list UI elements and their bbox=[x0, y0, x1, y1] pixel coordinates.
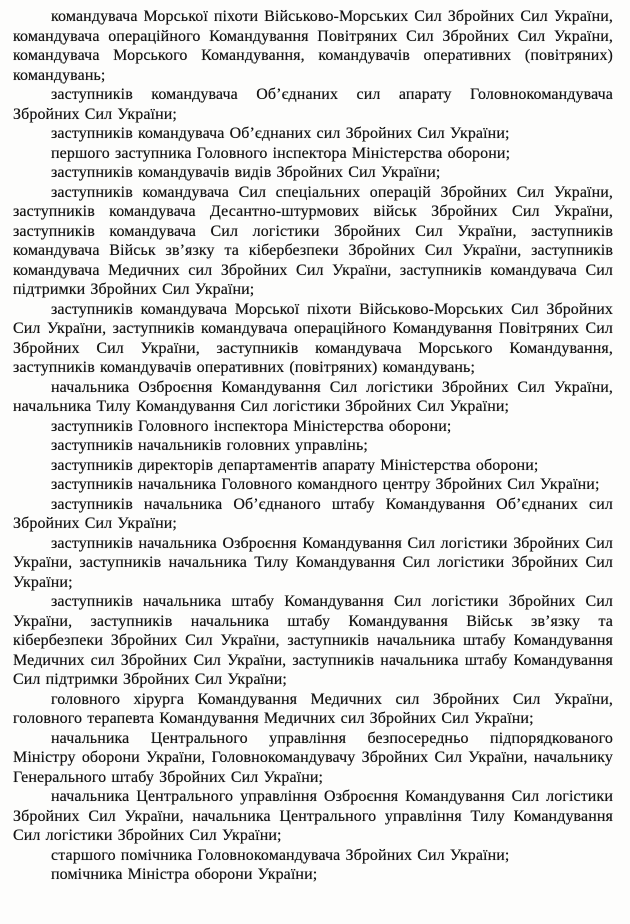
document-paragraph: заступників начальника Головного командного центру Збройних Сил України; bbox=[51, 476, 600, 493]
document-paragraph: заступників начальника Об’єднаного штабу Командування Об’єднаних сил Збройних Сил України; bbox=[13, 495, 613, 532]
document-paragraph: заступників Головного інспектора Міністерства оборони; bbox=[51, 417, 452, 435]
document-paragraph: заступників начальника Озброєння Командування Сил логістики Збройних Сил України, заступників начальника Тилу Командування Сил логістики Збройних Сил України; bbox=[13, 534, 613, 591]
document-paragraph: командувача Морської піхоти Військово-Морських Сил Збройних Сил України, командувача операційного Командування Повітряних Сил Збройних Сил України, командувача Морського Командування, командувачів оперативних (повітряних) командувань; bbox=[13, 8, 613, 84]
document-paragraph: заступників директорів департаментів апарату Міністерства оборони; bbox=[51, 456, 539, 474]
document-text-block bbox=[13, 7, 613, 885]
document-paragraph: заступників командувача Сил спеціальних операцій Збройних Сил України, заступників командувача Десантно-штурмових військ Збройних Сил України, заступників командувача Сил логістики Збройних Сил України, заступників командувача Військ зв’язку та кібербезпеки Збройних Сил України, заступників командувача Медичних сил Збройних Сил України, заступників командувача Сил підтримки Збройних Сил України; bbox=[13, 183, 613, 298]
document-paragraph: начальника Центрального управління безпосередньо підпорядкованого Міністру оборони України, Головнокомандувачу Збройних Сил України, начальнику Генерального штабу Збройних Сил України; bbox=[13, 729, 613, 786]
document-paragraph: начальника Озброєння Командування Сил логістики Збройних Сил України, начальника Тилу Командування Сил логістики Збройних Сил України; bbox=[13, 378, 613, 415]
document-paragraph: заступників командувача Морської піхоти Військово-Морських Сил Збройних Сил України, заступників командувача операційного Командування Повітряних Сил Збройних Сил України, заступників командувача Морського Командування, заступників командувачів оперативних (повітряних) командувань; bbox=[13, 300, 613, 376]
document-paragraph: заступників командувачів видів Збройних Сил України; bbox=[51, 164, 441, 181]
document-paragraph: головного хірурга Командування Медичних сил Збройних Сил України, головного терапевта Командування Медичних сил Збройних Сил України; bbox=[13, 690, 613, 727]
document-paragraph: заступників командувача Об’єднаних сил апарату Головнокомандувача Збройних Сил України; bbox=[13, 86, 613, 123]
document-paragraph: старшого помічника Головнокомандувача Збройних Сил України; bbox=[51, 846, 510, 864]
document-paragraph: заступників командувача Об’єднаних сил Збройних Сил України; bbox=[51, 125, 510, 142]
document-paragraph: начальника Центрального управління Озброєння Командування Сил логістики Збройних Сил України, начальника Центрального управління Тилу Командування Сил логістики Збройних Сил України; bbox=[13, 788, 613, 844]
document-paragraph: першого заступника Головного інспектора Міністерства оборони; bbox=[51, 144, 511, 162]
document-paragraph: заступників начальника штабу Командування Сил логістики Збройних Сил України, заступників начальника штабу Командування Військ зв’язку та кібербезпеки Збройних Сил України, заступників начальника штабу Командування Медичних сил Збройних Сил України, заступників начальника штабу Командування Сил підтримки Збройних Сил України; bbox=[13, 593, 613, 688]
document-paragraph: помічника Міністра оборони України; bbox=[51, 866, 318, 883]
document-paragraph: заступників начальників головних управлінь; bbox=[51, 437, 368, 454]
